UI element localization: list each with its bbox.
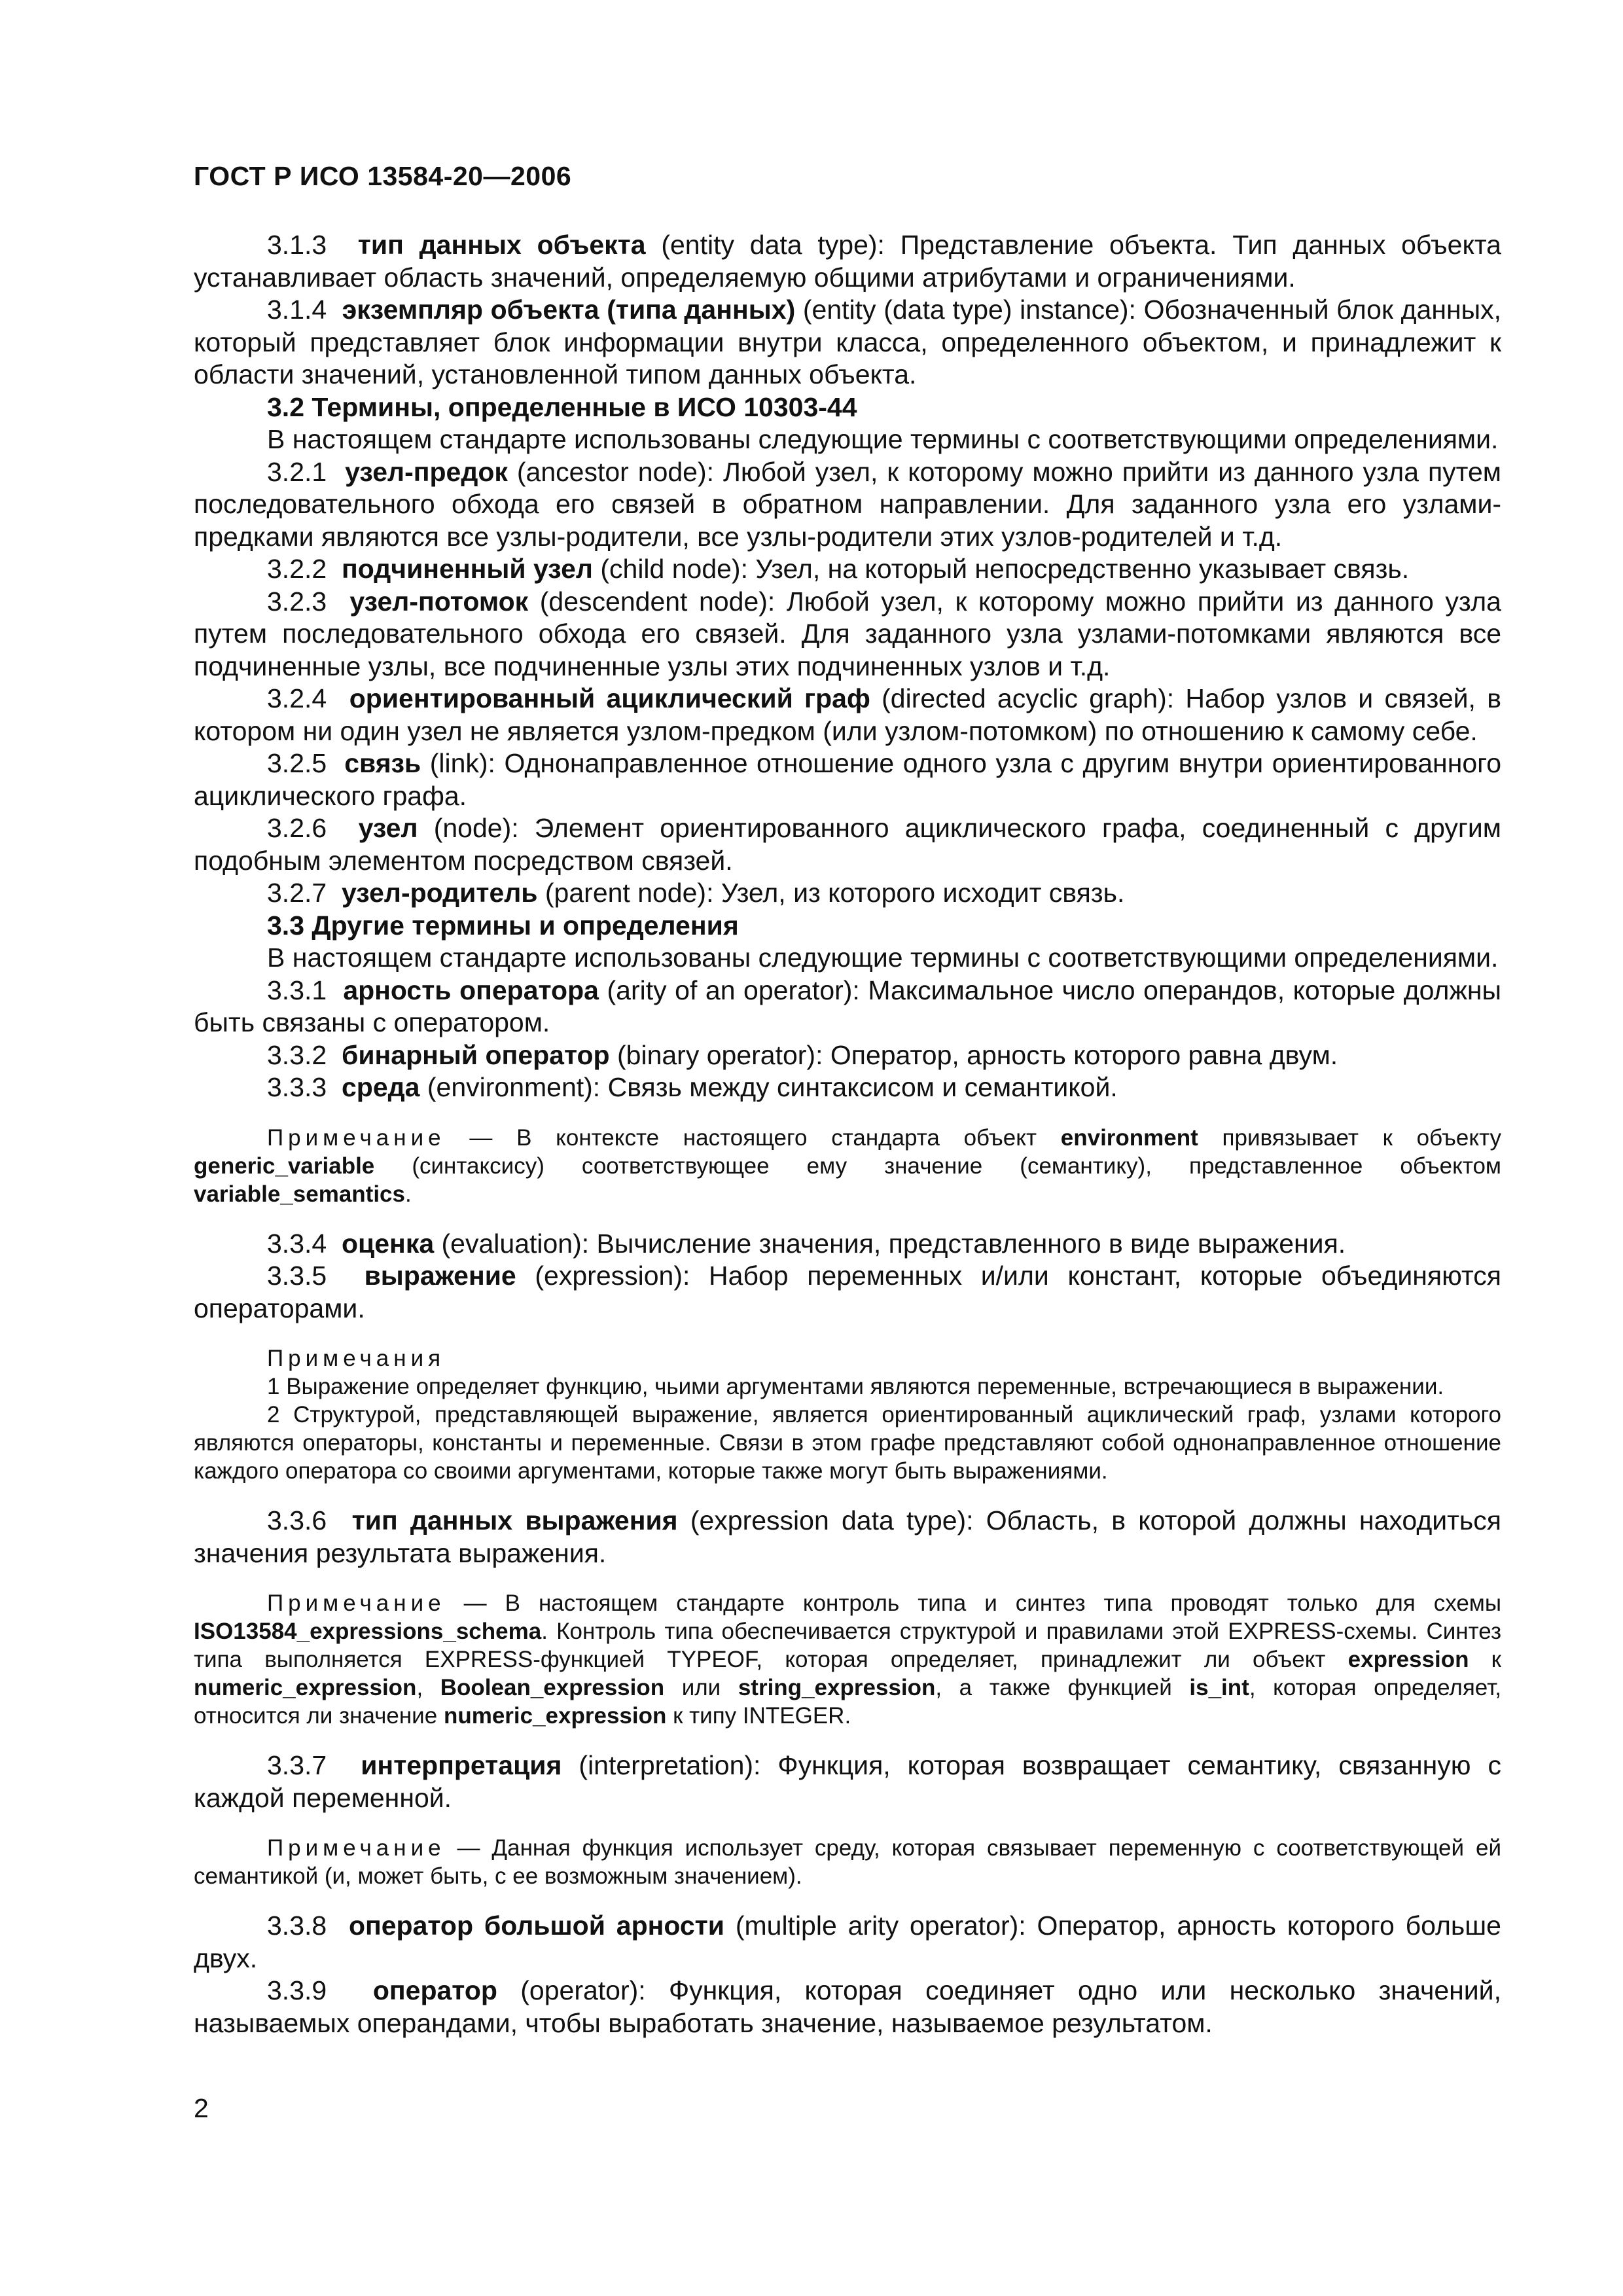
term-3-1-4: 3.1.4 экземпляр объекта (типа данных) (entity (data type) instance): Обозначенный блок данных, который представляет блок информации внутри класса, определенного объектом, и принадлежит к области значений, установленной типом данных объекта.: [194, 295, 1501, 389]
note-3-3-6: Примечание — В настоящем стандарте контроль типа и синтез типа проводят только для схемы ISO13584_expressions_schema. Контроль типа обеспечивается структурой и правилами этой EXPRESS-схемы. Синтез типа выполняется EXPRESS-функцией TYPEOF, которая определяет, принадлежит ли объект expression к numeric_expression, Boolean_expression или string_expression, а также функцией is_int, которая определяет, относится ли значение numeric_expression к типу INTEGER.: [194, 1590, 1501, 1729]
term-3-3-3: 3.3.3 среда (environment): Связь между синтаксисом и семантикой.: [267, 1072, 1118, 1102]
section-heading-3-3: 3.3 Другие термины и определения: [267, 910, 739, 941]
term-3-3-5: 3.3.5 выражение (expression): Набор переменных и/или констант, которые объединяются операторами.: [194, 1261, 1501, 1323]
term-3-2-1: 3.2.1 узел-предок (ancestor node): Любой узел, к которому можно прийти из данного узла путем последовательного обхода его связей в обратном направлении. Для заданного узла его узлами-предками являются все узлы-родители, все узлы-родители этих узлов-родителей и т.д.: [194, 456, 1501, 552]
document-content: [194, 229, 1501, 2039]
notes-3-3-5-label: Примечания: [267, 1346, 446, 1371]
section-intro-3-3: В настоящем стандарте использованы следующие термины с соответствующими определениями.: [267, 942, 1499, 973]
page-number: 2: [194, 2093, 209, 2123]
term-3-2-3: 3.2.3 узел-потомок (descendent node): Любой узел, к которому можно прийти из данного узла путем последовательного обхода его связей. Для заданного узла узлами-потомками являются все подчиненные узлы, все подчиненные узлы этих подчиненных узлов и т.д.: [194, 586, 1501, 681]
term-3-3-1: 3.3.1 арность оператора (arity of an operator): Максимальное число операндов, которые должны быть связаны с оператором.: [194, 975, 1501, 1037]
term-3-3-9: 3.3.9 оператор (operator): Функция, которая соединяет одно или несколько значений, называемых операндами, чтобы выработать значение, называемое результатом.: [194, 1975, 1501, 2038]
term-3-3-8: 3.3.8 оператор большой арности (multiple arity operator): Оператор, арность которого больше двух.: [194, 1910, 1501, 1973]
term-3-2-2: 3.2.2 подчиненный узел (child node): Узел, на который непосредственно указывает связь.: [267, 554, 1410, 584]
note-label: Примечание: [267, 1124, 446, 1151]
note-3-3-5-item-1: 1 Выражение определяет функцию, чьими аргументами являются переменные, встречающиеся в выражении.: [267, 1374, 1444, 1399]
term-3-2-7: 3.2.7 узел-родитель (parent node): Узел, из которого исходит связь.: [267, 878, 1125, 908]
term-3-3-2: 3.3.2 бинарный оператор (binary operator): Оператор, арность которого равна двум.: [267, 1039, 1338, 1070]
term-3-3-4: 3.3.4 оценка (evaluation): Вычисление значения, представленного в виде выражения.: [267, 1228, 1346, 1259]
term-3-1-3: 3.1.3 тип данных объекта (entity data type): Представление объекта. Тип данных объекта устанавливает область значений, определяемую общими атрибутами и ограничениями.: [194, 230, 1501, 293]
note-label: Примечание: [267, 1835, 446, 1861]
term-3-2-4: 3.2.4 ориентированный ациклический граф (directed acyclic graph): Набор узлов и связей, в котором ни один узел не является узлом-предком (или узлом-потомком) по отношению к самому себе.: [194, 683, 1501, 746]
section-intro-3-2: В настоящем стандарте использованы следующие термины с соответствующими определениями.: [267, 424, 1499, 454]
document-header: ГОСТ Р ИСО 13584-20—2006: [194, 161, 572, 191]
term-3-2-5: 3.2.5 связь (link): Однонаправленное отношение одного узла с другим внутри ориентированного ациклического графа.: [194, 748, 1501, 811]
note-3-3-3: Примечание — В контексте настоящего стандарта объект environment привязывает к объекту generic_variable (синтаксису) соответствующее ему значение (семантику), представленное объектом variable_semantics.: [194, 1124, 1501, 1207]
note-3-3-7: Примечание — Данная функция использует среду, которая связывает переменную с соответствующей ей семантикой (и, может быть, с ее возможным значением).: [194, 1835, 1501, 1889]
note-3-3-5-item-2: 2 Структурой, представляющей выражение, является ориентированный ациклический граф, узлами которого являются операторы, константы и переменные. Связи в этом графе представляют собой однонаправленное отношение каждого оператора со своими аргументами, которые также могут быть выражениями.: [194, 1402, 1501, 1484]
term-3-3-6: 3.3.6 тип данных выражения (expression data type): Область, в которой должны находиться значения результата выражения.: [194, 1505, 1501, 1568]
term-3-3-7: 3.3.7 интерпретация (interpretation): Функция, которая возвращает семантику, связанную с каждой переменной.: [194, 1750, 1501, 1813]
term-3-2-6: 3.2.6 узел (node): Элемент ориентированного ациклического графа, соединенный с другим подобным элементом посредством связей.: [194, 813, 1501, 876]
section-heading-3-2: 3.2 Термины, определенные в ИСО 10303-44: [267, 391, 857, 422]
note-label: Примечание: [267, 1590, 446, 1616]
